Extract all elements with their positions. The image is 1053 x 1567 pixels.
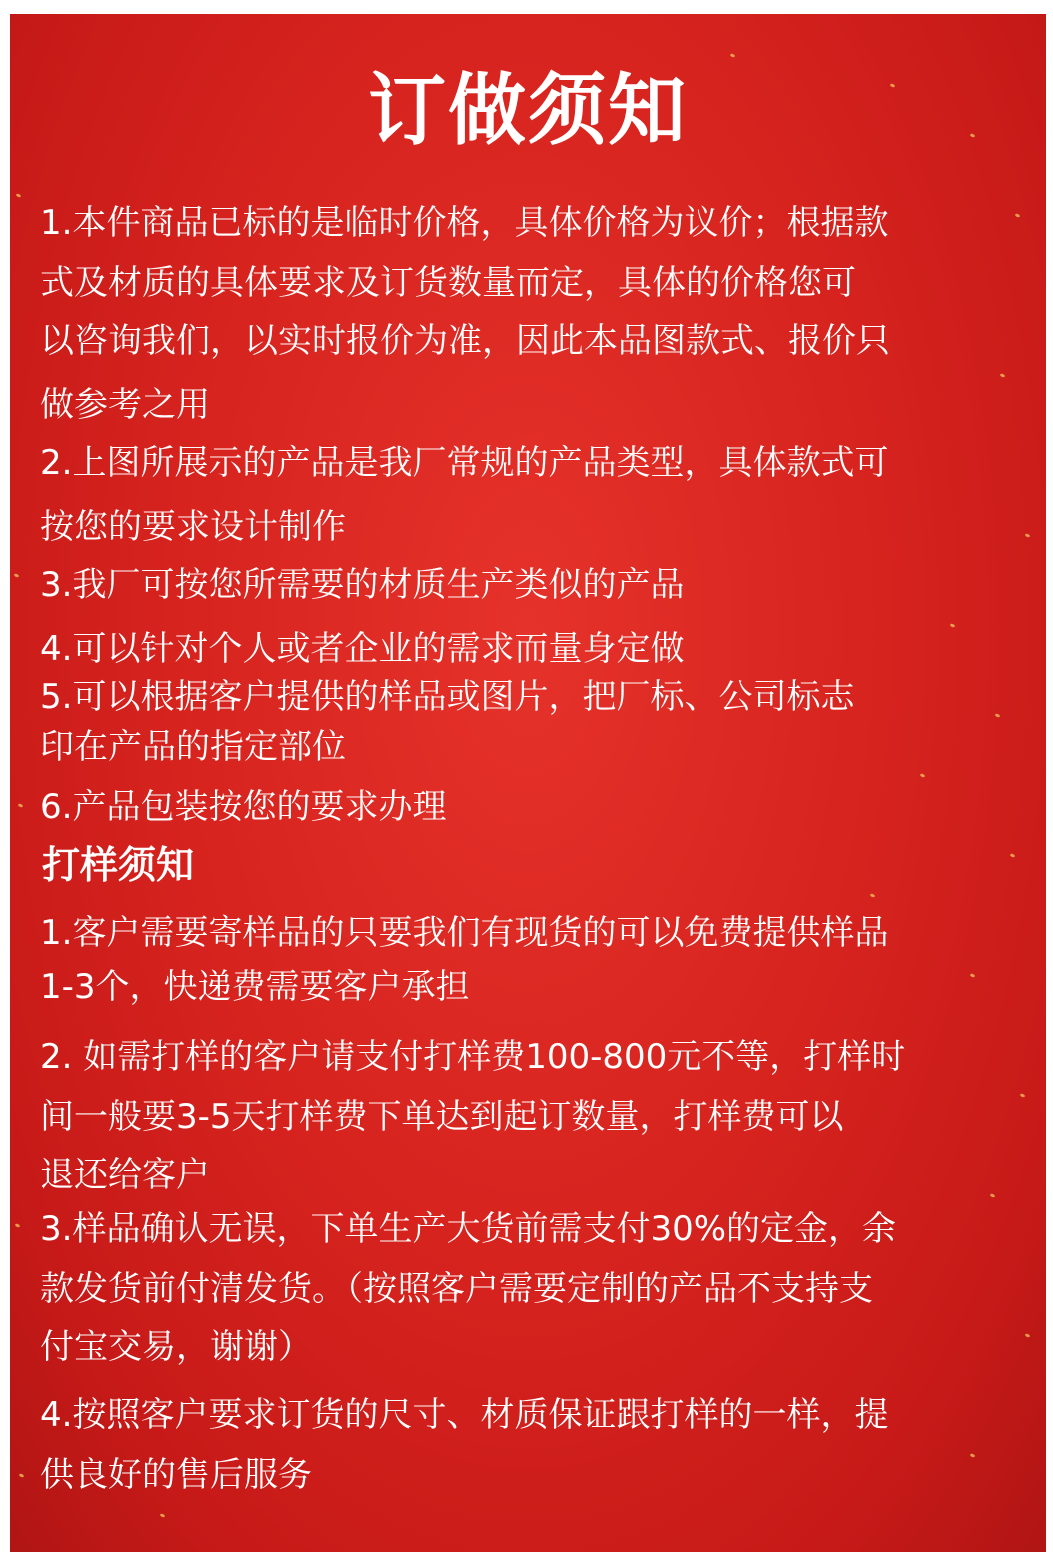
gold-fleck [16,193,22,198]
page-title: 订做须知 [367,66,688,156]
sample-note-line: 4.按照客户要求订货的尺寸、材质保证跟打样的一样，提 [40,1395,889,1435]
gold-fleck [160,1513,166,1518]
order-note-line: 按您的要求设计制作 [40,507,346,547]
order-note-line: 3.我厂可按您所需要的材质生产类似的产品 [40,565,685,605]
gold-fleck [18,803,24,808]
sample-note-line: 款发货前付清发货。（按照客户需要定制的产品不支持支 [40,1269,873,1309]
order-note-line: 2.上图所展示的产品是我厂常规的产品类型，具体款式可 [40,443,889,483]
gold-fleck [870,893,876,898]
gold-fleck [1020,1093,1026,1098]
order-note-line: 4.可以针对个人或者企业的需求而量身定做 [40,629,685,669]
gold-fleck [730,53,736,58]
sample-note-line: 间一般要3-5天打样费下单达到起订数量，打样费可以 [40,1097,844,1137]
section-heading: 打样须知 [42,843,195,887]
gold-fleck [1025,1333,1031,1338]
sample-note-line: 1-3个，快递费需要客户承担 [40,967,470,1007]
gold-fleck [1015,213,1021,218]
gold-fleck [970,973,976,978]
sample-note-line: 1.客户需要寄样品的只要我们有现货的可以免费提供样品 [40,913,889,953]
gold-fleck [970,1453,976,1458]
sample-note-line: 供良好的售后服务 [40,1455,312,1495]
gold-fleck [1025,533,1031,538]
gold-fleck [1010,853,1016,858]
gold-fleck [990,1193,996,1198]
order-note-line: 以咨询我们，以实时报价为准，因此本品图款式、报价只 [40,321,890,361]
order-note-line: 1.本件商品已标的是临时价格，具体价格为议价；根据款 [40,203,889,243]
gold-fleck [1000,373,1006,378]
order-note-line: 印在产品的指定部位 [40,727,346,767]
gold-fleck [995,713,1001,718]
order-note-line: 式及材质的具体要求及订货数量而定，具体的价格您可 [40,263,856,303]
gold-fleck [19,1473,25,1478]
sample-note-line: 3.样品确认无误，下单生产大货前需支付30%的定金，余 [40,1209,897,1249]
order-note-line: 6.产品包装按您的要求办理 [40,787,447,827]
order-note-line: 5.可以根据客户提供的样品或图片，把厂标、公司标志 [40,677,855,717]
sample-note-line: 2. 如需打样的客户请支付打样费100-800元不等，打样时 [40,1037,906,1077]
sample-note-line: 退还给客户 [40,1155,210,1195]
order-note-line: 做参考之用 [40,385,210,425]
gold-fleck [14,573,20,578]
sample-note-line: 付宝交易，谢谢） [40,1327,312,1367]
gold-fleck [15,1223,21,1228]
gold-fleck [920,773,926,778]
notice-poster [10,14,1046,1552]
gold-fleck [950,623,956,628]
